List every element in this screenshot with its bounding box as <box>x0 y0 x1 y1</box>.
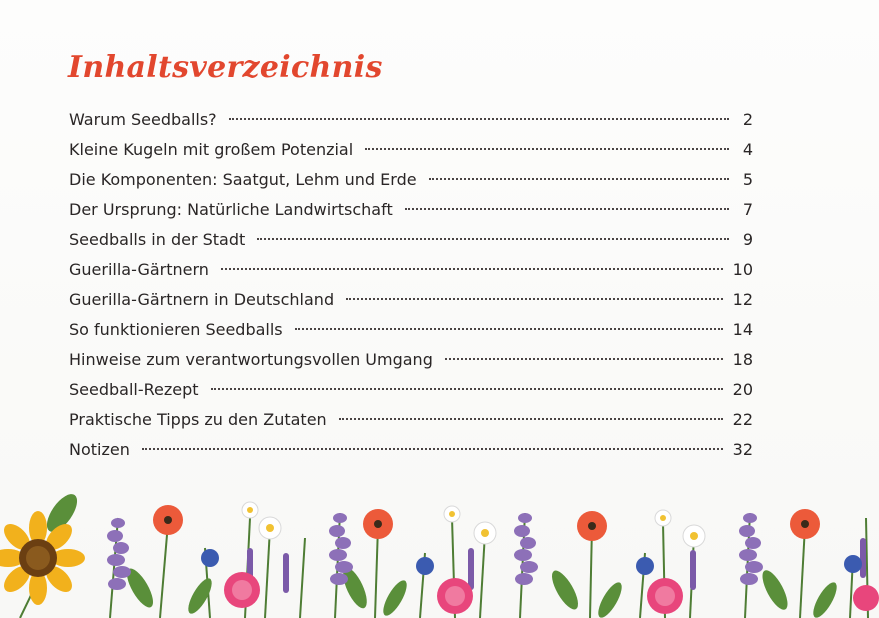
dot-leader <box>339 418 723 420</box>
toc-page-number: 5 <box>742 170 753 189</box>
wildflower-border-icon <box>0 478 879 618</box>
toc-entry-label: Praktische Tipps zu den Zutaten <box>69 410 327 429</box>
toc-entry-label: So funktionieren Seedballs <box>69 320 283 339</box>
toc-page-number: 14 <box>732 320 753 339</box>
toc-entry[interactable] <box>69 255 753 285</box>
toc-page-number: 10 <box>732 260 753 279</box>
toc-entry[interactable] <box>69 315 753 345</box>
table-of-contents <box>69 105 753 465</box>
page-title: Inhaltsverzeichnis <box>68 50 383 85</box>
toc-entry[interactable] <box>69 405 753 435</box>
toc-entry-label: Guerilla-Gärtnern in Deutschland <box>69 290 335 309</box>
toc-entry-label: Der Ursprung: Natürliche Landwirtschaft <box>69 200 393 219</box>
toc-page-number: 32 <box>732 440 753 459</box>
dot-leader <box>445 358 723 360</box>
toc-entry[interactable] <box>69 165 753 195</box>
toc-entry[interactable] <box>69 435 753 465</box>
toc-entry[interactable] <box>69 105 753 135</box>
dot-leader <box>211 388 723 390</box>
dot-leader <box>142 448 723 450</box>
toc-entry[interactable] <box>69 285 753 315</box>
toc-page-number: 4 <box>742 140 753 159</box>
toc-entry-label: Seedball-Rezept <box>69 380 199 399</box>
toc-entry[interactable] <box>69 345 753 375</box>
dot-leader <box>221 268 723 270</box>
dot-leader <box>229 118 729 120</box>
toc-entry-label: Hinweise zum verantwortungsvollen Umgang <box>69 350 433 369</box>
toc-page-number: 20 <box>732 380 753 399</box>
toc-page-number: 9 <box>742 230 753 249</box>
toc-page-number: 22 <box>732 410 753 429</box>
toc-entry-label: Die Komponenten: Saatgut, Lehm und Erde <box>69 170 417 189</box>
dot-leader <box>405 208 729 210</box>
toc-page-number: 2 <box>742 110 753 129</box>
toc-page-number: 12 <box>732 290 753 309</box>
toc-page-number: 18 <box>732 350 753 369</box>
toc-entry[interactable] <box>69 195 753 225</box>
toc-entry[interactable] <box>69 375 753 405</box>
dot-leader <box>257 238 729 240</box>
toc-entry[interactable] <box>69 225 753 255</box>
dot-leader <box>346 298 723 300</box>
toc-entry-label: Kleine Kugeln mit großem Potenzial <box>69 140 354 159</box>
toc-entry[interactable] <box>69 135 753 165</box>
dot-leader <box>429 178 729 180</box>
toc-page-number: 7 <box>742 200 753 219</box>
toc-entry-label: Seedballs in der Stadt <box>69 230 246 249</box>
toc-entry-label: Notizen <box>69 440 130 459</box>
dot-leader <box>295 328 723 330</box>
toc-entry-label: Guerilla-Gärtnern <box>69 260 209 279</box>
toc-entry-label: Warum Seedballs? <box>69 110 217 129</box>
dot-leader <box>365 148 729 150</box>
